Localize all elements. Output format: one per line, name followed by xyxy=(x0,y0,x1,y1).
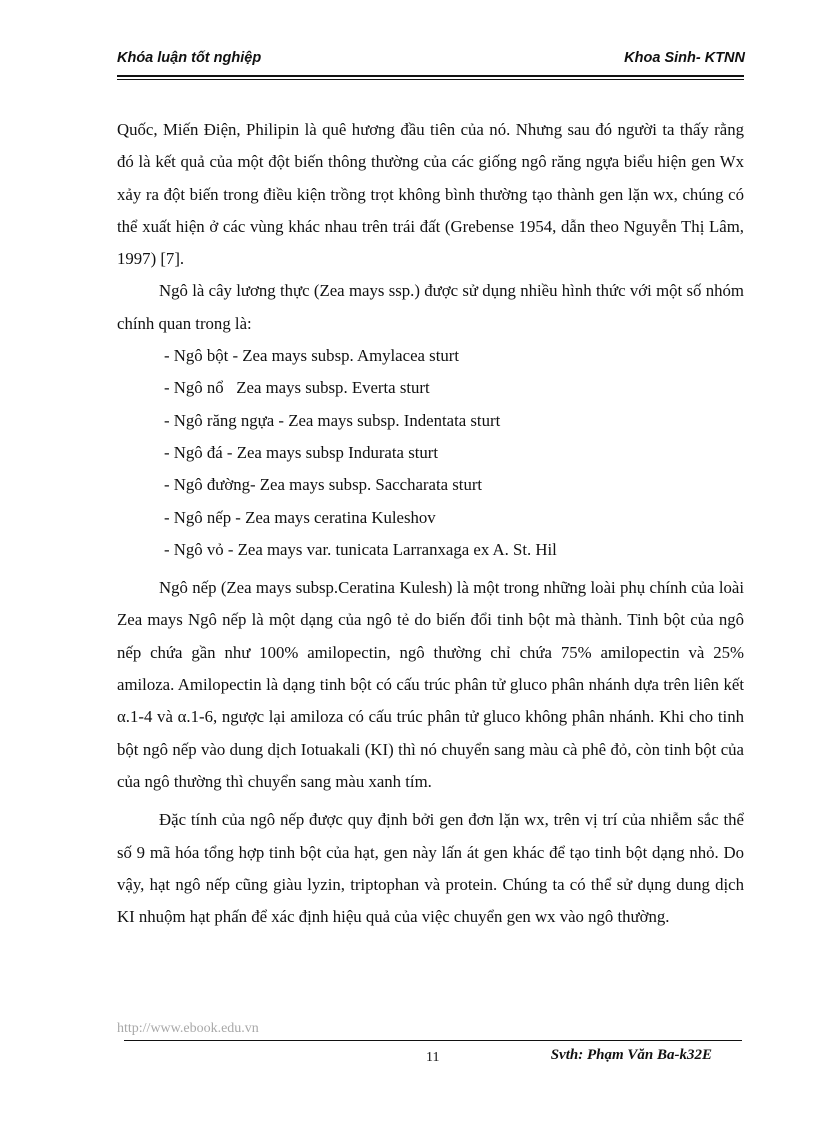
page-number: 11 xyxy=(426,1050,440,1065)
paragraph-origin: Quốc, Miến Điện, Philipin là quê hương đầu tiên của nó. Nhưng sau đó người ta thấy rằng đó là kết quả của một đột biến thông thường của các giống ngô răng ngựa biểu hiện gen Wx xảy ra đột biến trong điều kiện trồng trọt không bình thường tạo thành gen lặn wx, chúng có thể xuất hiện ở các vùng khác nhau trên trái đất (Grebense 1954, dẫn theo Nguyễn Thị Lâm, 1997) [7]. xyxy=(117,120,744,269)
list-item: - Ngô đường- Zea mays subsp. Saccharata sturt xyxy=(164,475,483,495)
header-department: Khoa Sinh- KTNN xyxy=(624,50,745,66)
list-item: - Ngô nổ Zea mays subsp. Everta sturt xyxy=(164,378,430,398)
header-divider-thin xyxy=(117,79,744,80)
paragraph-waxy-corn: Ngô nếp (Zea mays subsp.Ceratina Kulesh) là một trong những loài phụ chính của loài Zea mays Ngô nếp là một dạng của ngô tẻ do biến đổi tinh bột mà thành. Tinh bột của ngô nếp chứa gần như 100% amilopectin, ngô thường chỉ chứa 75% amilopectin và 25% amiloza. Amilopectin là dạng tinh bột có cấu trúc phân tử gluco phân nhánh dựa trên liên kết α.1-4 và α.1-6, ngược lại amiloza có cấu trúc phân tử gluco không phân nhánh. Khi cho tinh bột ngô nếp vào dung dịch Iotuakali (KI) thì nó chuyển sang màu cà phê đỏ, còn tinh bột của của ngô thường thì chuyển sang màu xanh tím. xyxy=(117,578,744,791)
corn-group-list xyxy=(117,340,744,566)
page-body xyxy=(117,114,744,933)
list-item: - Ngô nếp - Zea mays ceratina Kuleshov xyxy=(164,507,436,527)
header-thesis-title: Khóa luận tốt nghiệp xyxy=(117,50,262,66)
paragraph-intro-groups: Ngô là cây lương thực (Zea mays ssp.) được sử dụng nhiều hình thức với một số nhóm chính quan trong là: xyxy=(117,281,744,333)
watermark-url: http://www.ebook.edu.vn xyxy=(117,1021,259,1036)
list-item: - Ngô đá - Zea mays subsp Indurata sturt xyxy=(164,442,439,462)
list-item: - Ngô răng ngựa - Zea mays subsp. Indentata sturt xyxy=(164,410,501,430)
footer-divider xyxy=(124,1040,742,1041)
list-item: - Ngô bột - Zea mays subsp. Amylacea sturt xyxy=(164,346,460,366)
footer-author: Svth: Phạm Văn Ba-k32E xyxy=(550,1047,712,1063)
page-header xyxy=(117,50,745,72)
paragraph-wx-gene: Đặc tính của ngô nếp được quy định bởi gen đơn lặn wx, trên vị trí của nhiễm sắc thể số 9 mã hóa tổng hợp tinh bột của hạt, gen này lấn át gen khác để tạo tinh bột dạng nhỏ. Do vậy, hạt ngô nếp cũng giàu lyzin, triptophan và protein. Chúng ta có thể sử dụng dung dịch KI nhuộm hạt phấn để xác định hiệu quả của việc chuyển gen wx vào ngô thường. xyxy=(117,810,744,927)
list-item: - Ngô vỏ - Zea mays var. tunicata Larranxaga ex A. St. Hil xyxy=(164,539,557,559)
header-divider xyxy=(117,75,744,77)
